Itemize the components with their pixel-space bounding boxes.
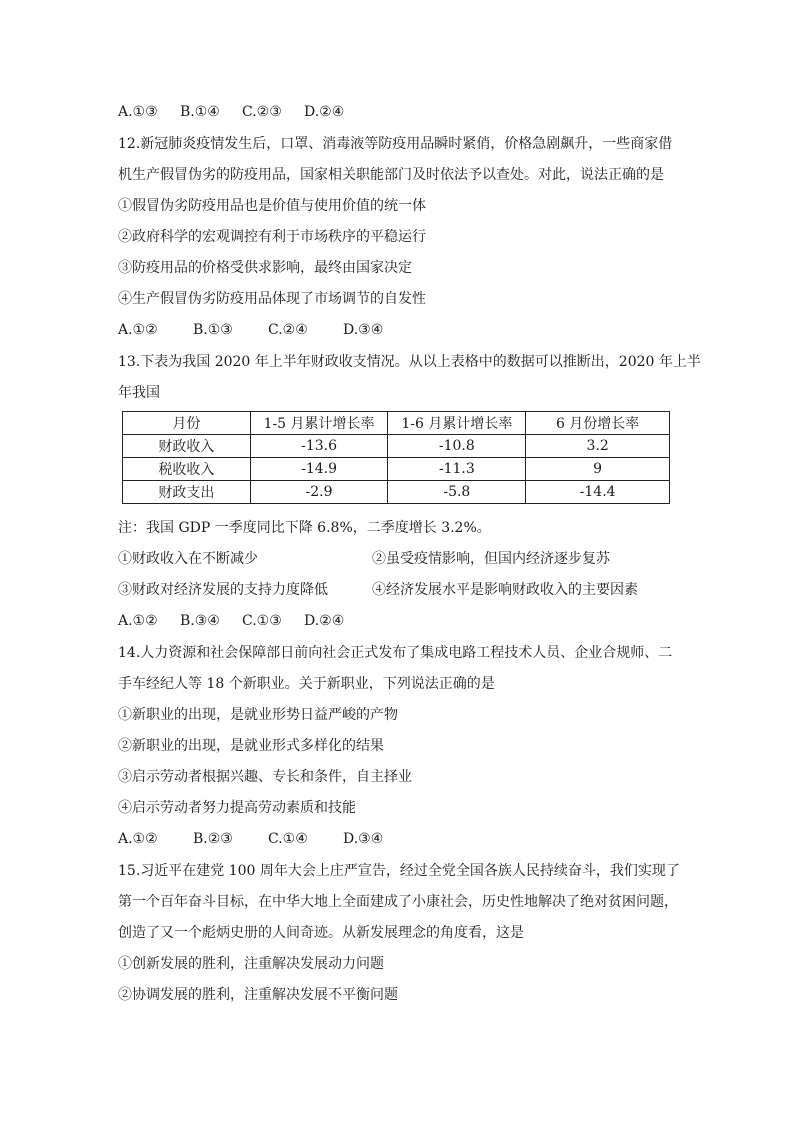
table-cell: 3.2 — [526, 435, 670, 458]
q13-stem-line-1: 13.下表为我国 2020 年上半年财政收支情况。从以上表格中的数据可以推断出，2020 年上半 — [118, 354, 701, 370]
q13-statements-row-2 — [118, 580, 638, 600]
q14-statement-3: ③启示劳动者根据兴趣、专长和条件，自主择业 — [118, 769, 412, 785]
q15-stem-line-2: 第一个百年奋斗目标，在中华大地上全面建成了小康社会，历史性地解决了绝对贫困问题， — [118, 894, 678, 910]
fiscal-table — [122, 411, 670, 504]
q15-stem-line-1: 15.习近平在建党 100 周年大会上庄严宣告，经过全党全国各族人民持续奋斗，我们实现了 — [118, 863, 680, 879]
table-cell: -14.9 — [250, 458, 388, 481]
table-cell: 财政收入 — [123, 435, 251, 458]
q12-statement-3: ③防疫用品的价格受供求影响，最终由国家决定 — [118, 260, 412, 276]
table-header-cell: 月份 — [123, 412, 251, 435]
q13-option-a[interactable]: A.①② — [118, 613, 158, 629]
q14-stem-line-2: 手车经纪人等 18 个新职业。关于新职业，下列说法正确的是 — [118, 676, 495, 692]
table-row — [123, 458, 670, 481]
q11-option-b[interactable]: B.①④ — [180, 104, 220, 120]
q13-options — [118, 611, 344, 631]
q14-statement-1: ①新职业的出现，是就业形势日益严峻的产物 — [118, 707, 398, 723]
table-cell: -14.4 — [526, 481, 670, 504]
q14-option-b[interactable]: B.②③ — [193, 831, 233, 847]
q11-option-d[interactable]: D.②④ — [304, 104, 345, 120]
q13-statement-4: ④经济发展水平是影响财政收入的主要因素 — [372, 582, 638, 598]
q12-statement-1: ①假冒伪劣防疫用品也是价值与使用价值的统一体 — [118, 198, 426, 214]
table-header-row — [123, 412, 670, 435]
table-cell: 税收收入 — [123, 458, 251, 481]
q12-options — [118, 320, 383, 340]
q11-option-c[interactable]: C.②③ — [242, 104, 282, 120]
q12-statement-4: ④生产假冒伪劣防疫用品体现了市场调节的自发性 — [118, 291, 426, 307]
q14-stem-line-1: 14.人力资源和社会保障部日前向社会正式发布了集成电路工程技术人员、企业合规师、二 — [118, 645, 673, 661]
table-header-cell: 1-5 月累计增长率 — [250, 412, 388, 435]
q12-stem-line-1: 12.新冠肺炎疫情发生后，口罩、消毒液等防疫用品瞬时紧俏，价格急剧飙升，一些商家借 — [118, 136, 673, 152]
q13-statement-3: ③财政对经济发展的支持力度降低 — [118, 582, 328, 598]
table-cell: 9 — [526, 458, 670, 481]
q15-statement-2: ②协调发展的胜利，注重解决发展不平衡问题 — [118, 987, 398, 1003]
q14-option-d[interactable]: D.③④ — [343, 831, 384, 847]
table-cell: -5.8 — [388, 481, 526, 504]
q14-options — [118, 829, 383, 849]
q13-stem-line-2: 年我国 — [118, 385, 160, 401]
q14-statement-2: ②新职业的出现，是就业形式多样化的结果 — [118, 738, 384, 754]
q13-option-b[interactable]: B.③④ — [180, 613, 220, 629]
table-header-cell: 6 月份增长率 — [526, 412, 670, 435]
q14-option-c[interactable]: C.①④ — [268, 831, 308, 847]
table-cell: 财政支出 — [123, 481, 251, 504]
q15-statement-1: ①创新发展的胜利，注重解决发展动力问题 — [118, 956, 384, 972]
table-row — [123, 481, 670, 504]
table-cell: -11.3 — [388, 458, 526, 481]
q14-statement-4: ④启示劳动者努力提高劳动素质和技能 — [118, 800, 356, 816]
table-cell: -2.9 — [250, 481, 388, 504]
table-row — [123, 435, 670, 458]
q13-statement-1: ①财政收入在不断减少 — [118, 551, 258, 567]
q12-option-c[interactable]: C.②④ — [268, 322, 308, 338]
q12-option-b[interactable]: B.①③ — [193, 322, 233, 338]
table-cell: -13.6 — [250, 435, 388, 458]
q12-statement-2: ②政府科学的宏观调控有利于市场秩序的平稳运行 — [118, 229, 426, 245]
table-cell: -10.8 — [388, 435, 526, 458]
q13-option-d[interactable]: D.②④ — [304, 613, 345, 629]
q12-stem-line-2: 机生产假冒伪劣的防疫用品，国家相关职能部门及时依法予以查处。对此，说法正确的是 — [118, 167, 664, 183]
table-header-cell: 1-6 月累计增长率 — [388, 412, 526, 435]
q15-stem-line-3: 创造了又一个彪炳史册的人间奇迹。从新发展理念的角度看，这是 — [118, 925, 524, 941]
q13-note: 注：我国 GDP 一季度同比下降 6.8%，二季度增长 3.2%。 — [118, 520, 491, 536]
q11-options — [118, 102, 344, 122]
q12-option-a[interactable]: A.①② — [118, 322, 158, 338]
q13-statements-row-1 — [118, 549, 610, 569]
q14-option-a[interactable]: A.①② — [118, 831, 158, 847]
q12-option-d[interactable]: D.③④ — [343, 322, 384, 338]
q11-option-a[interactable]: A.①③ — [118, 104, 158, 120]
q13-option-c[interactable]: C.①③ — [242, 613, 282, 629]
q13-statement-2: ②虽受疫情影响，但国内经济逐步复苏 — [372, 551, 610, 567]
